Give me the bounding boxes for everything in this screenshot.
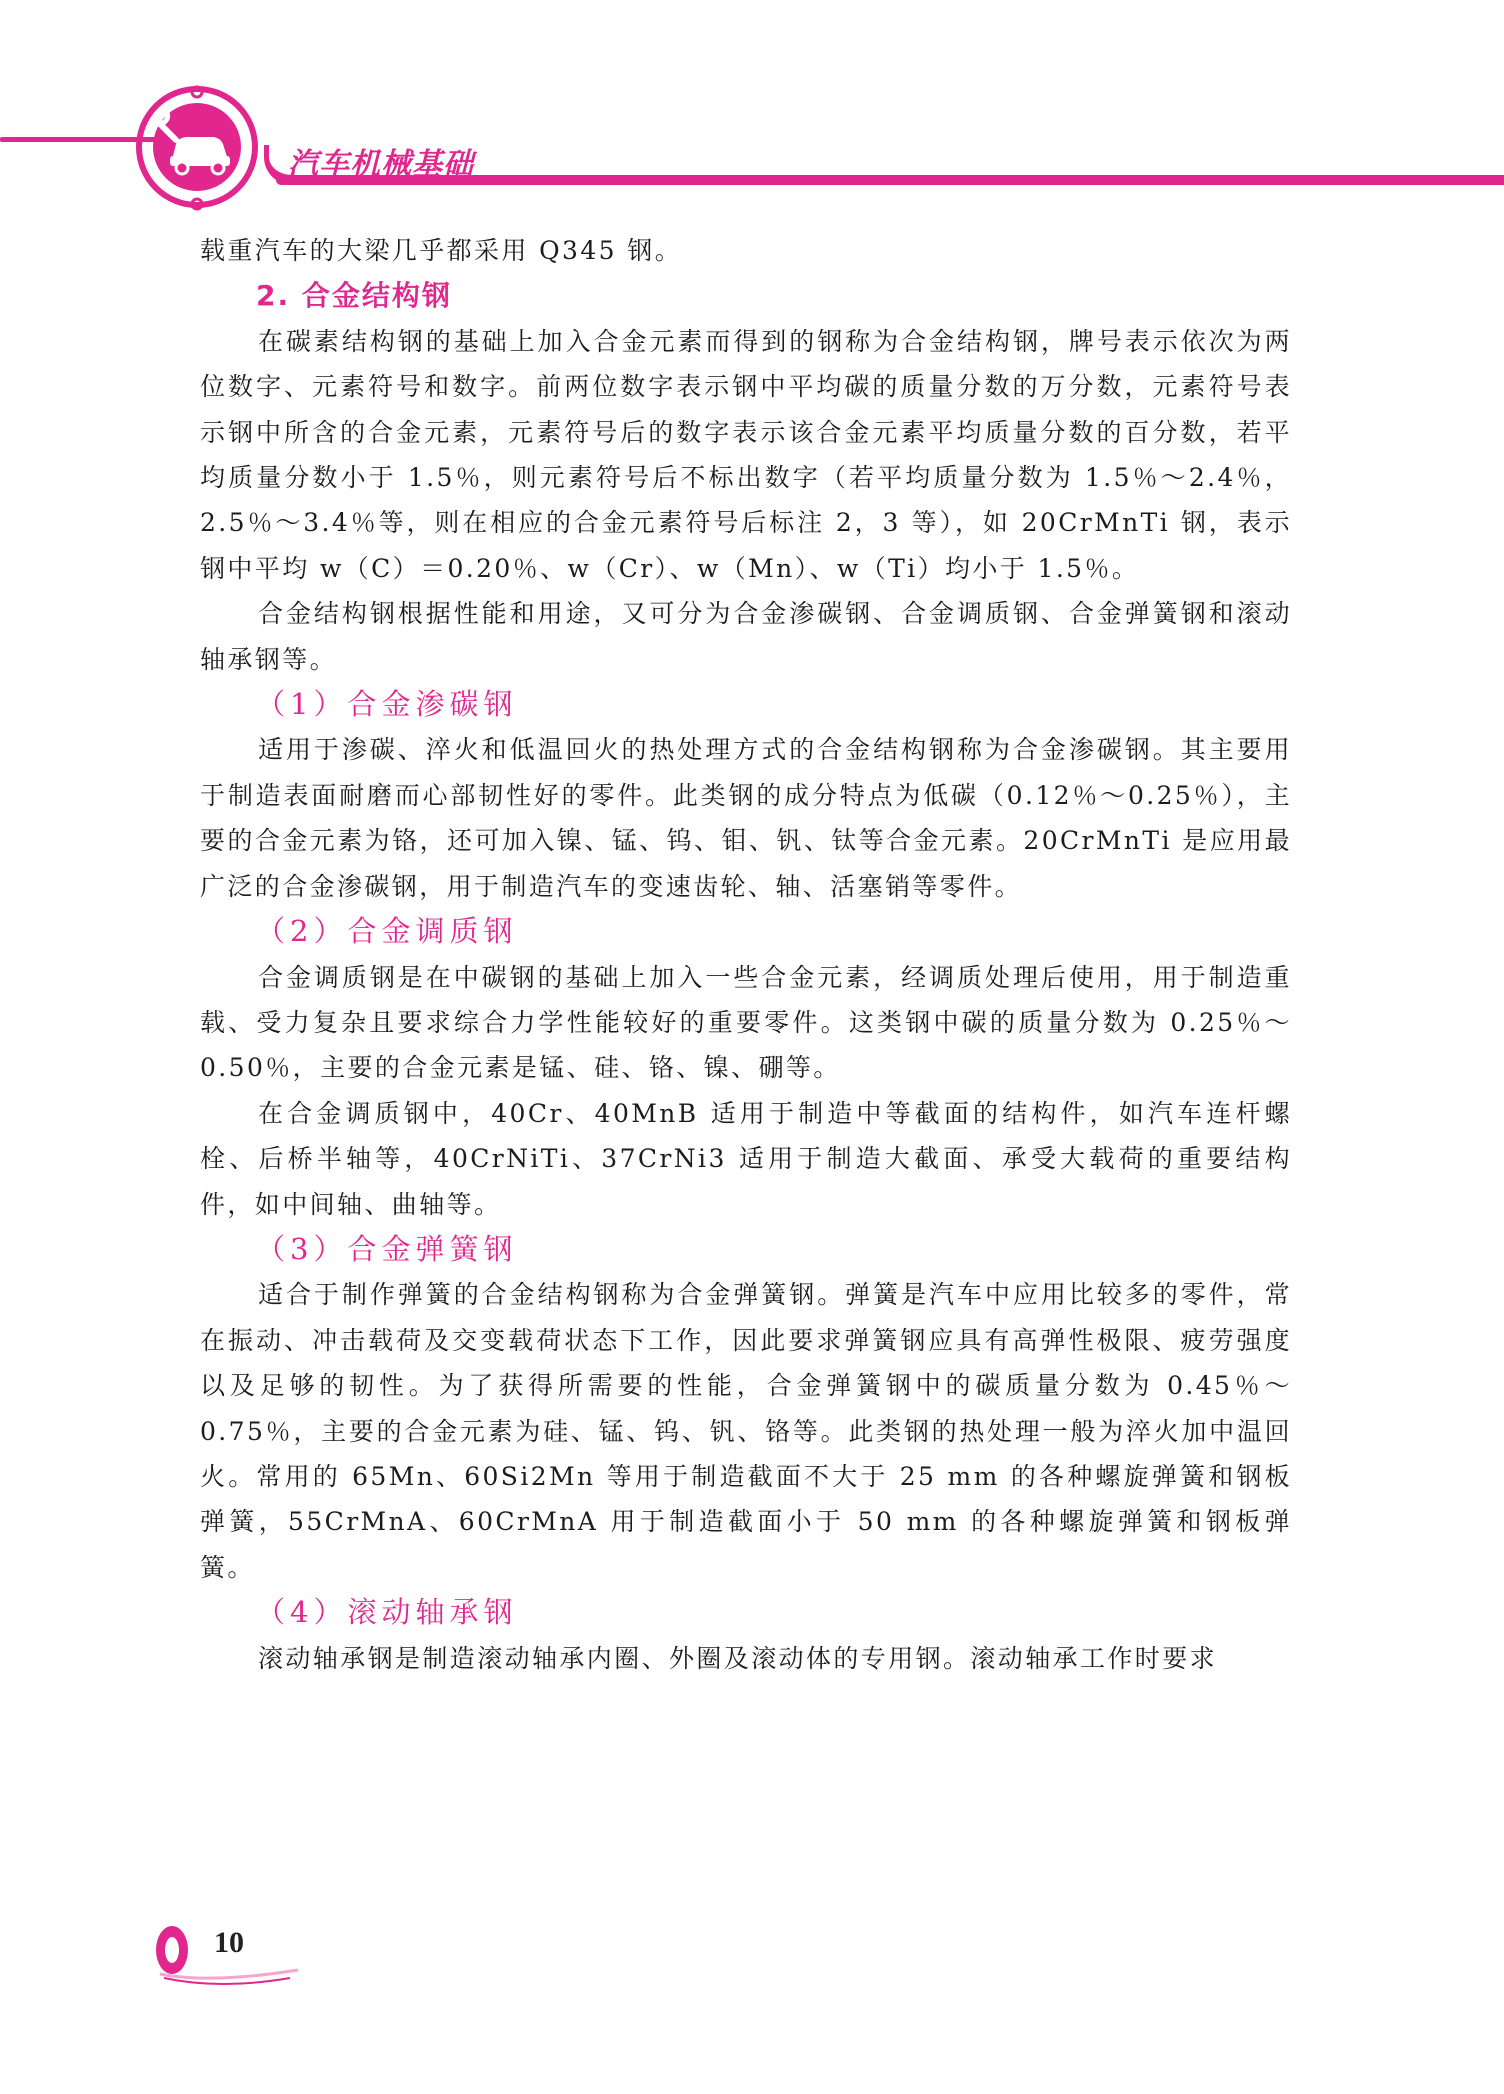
page-body (200, 228, 1292, 1681)
subsection-heading: （3）合金弹簧钢 (256, 1231, 518, 1266)
paragraph: 载重汽车的大梁几乎都采用 Q345 钢。 (200, 236, 683, 265)
subsection-heading: （1）合金渗碳钢 (256, 687, 518, 722)
paragraph: 滚动轴承钢是制造滚动轴承内圈、外圈及滚动体的专用钢。滚动轴承工作时要求 (258, 1643, 1218, 1673)
paragraph: 合金结构钢根据性能和用途，又可分为合金渗碳钢、合金调质钢、合金弹簧钢和滚动轴承钢等。 (200, 599, 1292, 674)
subsection-heading: （2）合金调质钢 (256, 914, 518, 949)
paragraph: 适合于制作弹簧的合金结构钢称为合金弹簧钢。弹簧是汽车中应用比较多的零件，常在振动、冲击载荷及交变载荷状态下工作，因此要求弹簧钢应具有高弹性极限、疲劳强度以及足够的韧性。为了获得所需要的性能，合金弹簧钢中的碳质量分数为 0.45％～0.75％，主要的合金元素为硅、锰、钨、钒、铬等。此类钢的热处理一般为淬火加中温回火。常用的 65Mn、60Si2Mn 等用于制造截面不大于 25 mm 的各种螺旋弹簧和钢板弹簧，55CrMnA、60CrMnA 用于制造截面小于 50 mm 的各种螺旋弹簧和钢板弹簧。 (200, 1280, 1292, 1582)
subsection-heading: （4）滚动轴承钢 (256, 1595, 518, 1630)
paragraph: 在碳素结构钢的基础上加入合金元素而得到的钢称为合金结构钢，牌号表示依次为两位数字、元素符号和数字。前两位数字表示钢中平均碳的质量分数的万分数，元素符号表示钢中所含的合金元素，元素符号后的数字表示该合金元素平均质量分数的百分数，若平均质量分数小于 1.5％，则元素符号后不标出数字（若平均质量分数为 1.5％～2.4％，2.5％～3.4％等，则在相应的合金元素符号后标注 2，3 等），如 20CrMnTi 钢，表示钢中平均 w（C）＝0.20％、w（Cr）、w（Mn）、w（Ti）均小于 1.5％。 (200, 326, 1292, 583)
paragraph: 适用于渗碳、淬火和低温回火的热处理方式的合金结构钢称为合金渗碳钢。其主要用于制造表面耐磨而心部韧性好的零件。此类钢的成分特点为低碳（0.12％～0.25％），主要的合金元素为铬，还可加入镍、锰、钨、钼、钒、钛等合金元素。20CrMnTi 是应用最广泛的合金渗碳钢，用于制造汽车的变速齿轮、轴、活塞销等零件。 (200, 735, 1292, 901)
page-number: 10 (214, 1926, 244, 1959)
section-heading: 2. 合金结构钢 (256, 279, 452, 313)
paragraph: 在合金调质钢中，40Cr、40MnB 适用于制造中等截面的结构件，如汽车连杆螺栓、后桥半轴等，40CrNiTi、37CrNi3 适用于制造大截面、承受大载荷的重要结构件，如中间轴、曲轴等。 (200, 1098, 1292, 1219)
wrench-car-icon (132, 82, 262, 212)
book-title: 汽车机械基础 (288, 147, 474, 182)
paragraph: 合金调质钢是在中碳钢的基础上加入一些合金元素，经调质处理后使用，用于制造重载、受力复杂且要求综合力学性能较好的重要零件。这类钢中碳的质量分数为 0.25％～0.50％，主要的合金元素是锰、硅、铬、镍、硼等。 (200, 962, 1292, 1083)
